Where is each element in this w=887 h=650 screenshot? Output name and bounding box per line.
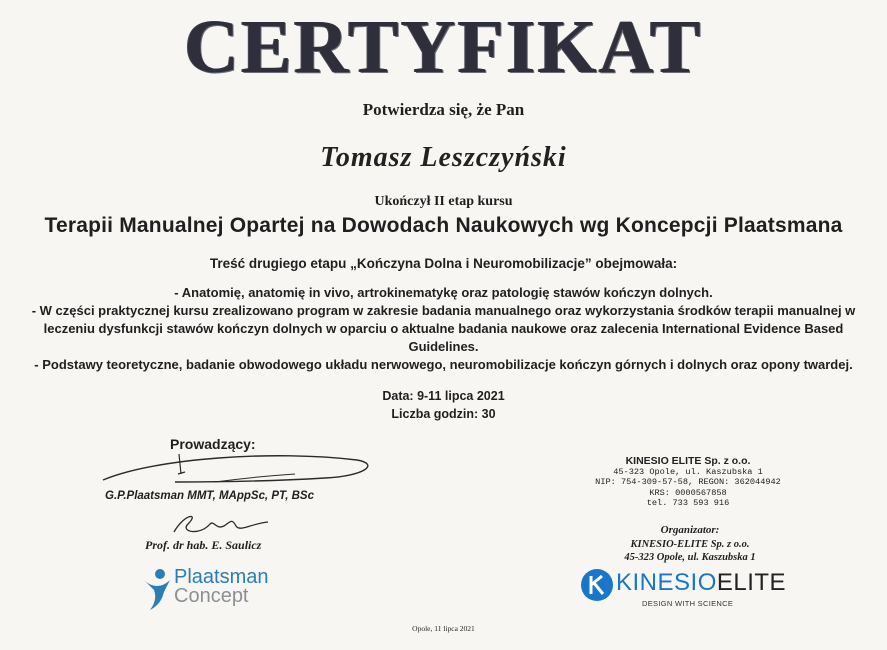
place-and-date: Opole, 11 lipca 2021 [412,624,475,633]
kinesio-elite-logo [580,568,787,612]
content-item: - W części praktycznej kursu zrealizowano program w zakresie badania manualnego oraz wykorzystania środków terapii manualnej w leczeniu dysfunkcji stawów kończyn dolnych w oparciu o aktualne badania naukowe oraz zalecenia International Evidence Based Guidelines. [31,303,856,354]
stamp-nip-regon: NIP: 754-309-57-58, REGON: 362044942 [595,477,781,487]
organizer-label: Organizator: [660,524,720,536]
organizer-name: KINESIO-ELITE Sp. z o.o. [630,539,750,550]
lecturers-label: Prowadzący: [170,436,256,452]
stamp-address: 45-323 Opole, ul. Kaszubska 1 [613,466,763,477]
certificate-title: CERTYFIKAT [184,5,703,89]
signature-plaatsman [95,448,395,494]
kinesio-wordmark [616,569,786,597]
stamp-krs: KRS: 0000567858 [649,487,727,498]
completion-label: Ukończył II etap kursu [374,194,513,209]
confirmation-text: Potwierdza się, że Pan [362,100,525,119]
kinesio-tagline: DESIGN WITH SCIENCE [642,599,734,608]
course-name: Terapii Manualnej Opartej na Dowodach Naukowych wg Koncepcji Plaatsmana [44,214,843,237]
stamp-company: KINESIO ELITE Sp. z o.o. [625,455,751,467]
stamp-tel: tel. 733 593 916 [646,498,730,508]
signature-saulicz [170,510,280,540]
kinesio-text-part2: ELITE [716,569,787,596]
organizer-details [590,538,790,564]
course-date: Data: 9-11 lipca 2021 [382,389,505,403]
course-content-list [14,284,873,374]
content-intro: Treść drugiego etapu „Kończyna Dolna i Neuromobilizacje” obejmowała: [209,256,678,271]
content-item: - Anatomię, anatomię in vivo, artrokinematykę oraz patologię stawów kończyn dolnych. [174,285,713,300]
lecturer-2-name: Prof. dr hab. E. Saulicz [145,538,262,552]
kinesio-text-part1: KINESIO [616,569,717,596]
content-item: - Podstawy teoretyczne, badanie obwodowego układu nerwowego, neuromobilizacje kończyn górnych i dolnych oraz opony twardej. [34,357,853,372]
organizer-address: 45-323 Opole, ul. Kaszubska 1 [624,552,756,563]
person-icon [140,566,174,612]
recipient-name: Tomasz Leszczyński [320,142,567,173]
course-hours: Liczba godzin: 30 [391,407,496,421]
plaatsman-concept-logo [140,566,280,612]
logo-text-concept: Concept [174,585,249,607]
logo-text-plaatsman: Plaatsman [174,566,269,588]
kinesio-k-icon [580,568,614,602]
lecturer-1-name: G.P.Plaatsman MMT, MAppSc, PT, BSc [105,490,314,502]
company-stamp [588,456,788,509]
